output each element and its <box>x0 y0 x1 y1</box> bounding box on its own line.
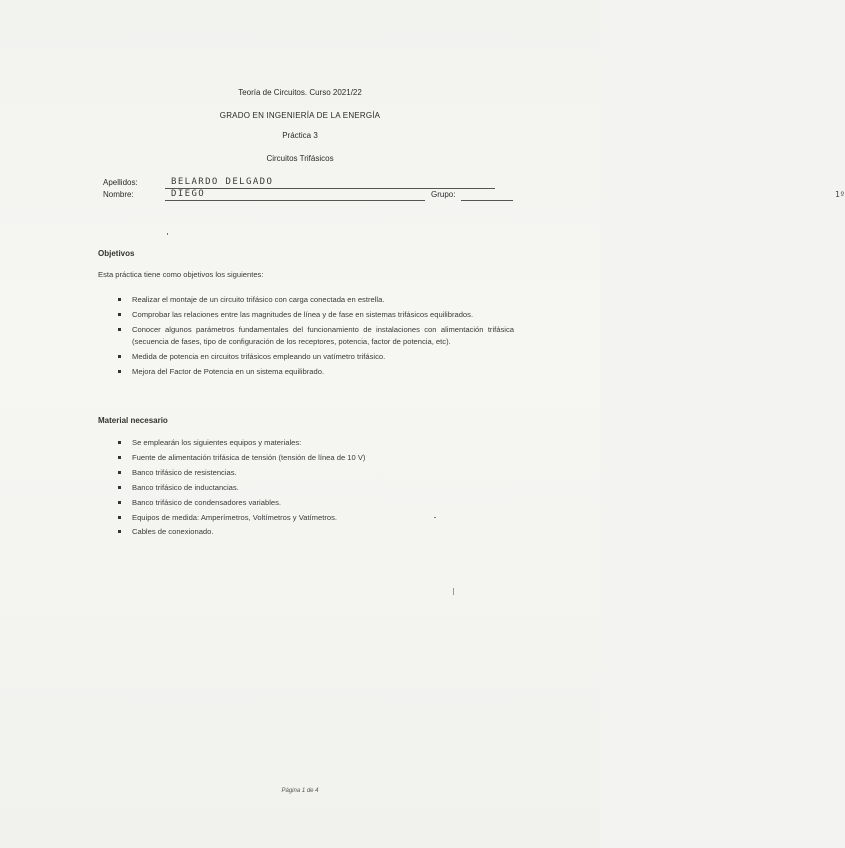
bullet-icon <box>118 471 121 474</box>
objectives-list <box>118 294 514 381</box>
material-text: Banco trifásico de condensadores variables. <box>132 497 282 507</box>
material-text: Equipos de medida: Amperímetros, Voltímetros y Vatímetros. <box>132 512 337 522</box>
objective-text: Medida de potencia en circuitos trifásicos empleando un vatímetro trifásico. <box>132 352 386 362</box>
name-label: Nombre: <box>103 190 134 199</box>
material-text: Fuente de alimentación trifásica de tensión (tensión de línea de 10 V) <box>132 452 366 462</box>
objective-text: Conocer algunos parámetros fundamentales del funcionamiento de instalaciones con alimentación trifásica (secuencia de fases, tipo de configuración de los receptores, potencia, factor de potencia, etc). <box>132 324 514 347</box>
scan-speck <box>167 233 168 235</box>
surname-value: BELARDO DELGADO <box>171 177 274 187</box>
objectives-heading: Objetivos <box>98 249 135 258</box>
group-field[interactable] <box>461 190 845 201</box>
list-item <box>118 467 514 479</box>
list-item <box>118 309 514 321</box>
group-label: Grupo: <box>431 190 456 199</box>
materials-list <box>118 437 514 541</box>
scan-speck <box>434 517 436 518</box>
bullet-icon <box>118 486 121 489</box>
surname-field[interactable] <box>165 178 495 189</box>
bullet-icon <box>118 313 121 316</box>
material-text: Banco trifásico de resistencias. <box>132 467 237 477</box>
bullet-icon <box>118 328 121 331</box>
bullet-icon <box>118 516 121 519</box>
material-text: Cables de conexionado. <box>132 527 214 537</box>
list-item <box>118 366 514 378</box>
practice-title: Práctica 3 <box>282 131 318 140</box>
scan-speck <box>453 588 454 595</box>
list-item <box>118 512 514 524</box>
surname-label: Apellidos: <box>103 178 138 187</box>
group-value: 1º <box>835 190 845 199</box>
list-item <box>118 526 514 538</box>
list-item <box>118 482 514 494</box>
list-item <box>118 324 514 349</box>
material-text: Banco trifásico de inductancias. <box>132 482 239 492</box>
name-value: DIEGO <box>171 189 206 199</box>
course-title: Teoría de Circuitos. Curso 2021/22 <box>238 88 362 97</box>
bullet-icon <box>118 441 121 444</box>
list-item <box>118 497 514 509</box>
list-item <box>118 452 514 464</box>
topic-title: Circuitos Trifásicos <box>266 154 334 163</box>
objective-text: Comprobar las relaciones entre las magnitudes de línea y de fase en sistemas trifásicos equilibrados. <box>132 309 474 319</box>
bullet-icon <box>118 456 121 459</box>
material-text: Se emplearán los siguientes equipos y materiales: <box>132 438 302 447</box>
page-number: Página 1 de 4 <box>281 788 319 794</box>
bullet-icon <box>118 530 121 533</box>
objective-text: Mejora del Factor de Potencia en un sistema equilibrado. <box>132 367 325 377</box>
bullet-icon <box>118 501 121 504</box>
list-item <box>118 294 514 306</box>
objective-text: Realizar el montaje de un circuito trifásico con carga conectada en estrella. <box>132 295 385 304</box>
bullet-icon <box>118 298 121 301</box>
materials-heading: Material necesario <box>98 416 168 425</box>
list-item <box>118 351 514 363</box>
degree-title: GRADO EN INGENIERÍA DE LA ENERGÍA <box>219 111 381 120</box>
bullet-icon <box>118 370 121 373</box>
objectives-intro: Esta práctica tiene como objetivos los siguientes: <box>98 270 264 279</box>
list-item <box>118 437 514 449</box>
name-field[interactable] <box>165 190 425 201</box>
bullet-icon <box>118 355 121 358</box>
